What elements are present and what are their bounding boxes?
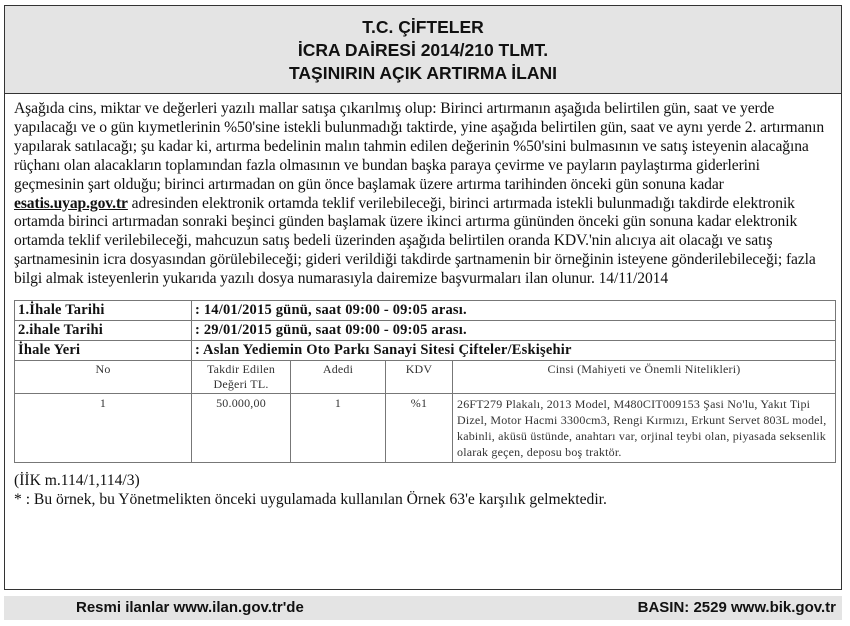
col-desc-header: Cinsi (Mahiyeti ve Önemli Nitelikleri) <box>453 361 836 394</box>
header-notice-title: TAŞINIRIN AÇIK ARTIRMA İLANI <box>289 63 557 83</box>
row-desc: 26FT279 Plakalı, 2013 Model, M480CIT009153 Şasi No'lu, Yakıt Tipi Dizel, Motor Hacmi 3300cm3, Rengi Kırmızı, Erkunt Servet 803L model, kabinli, aküsü üstünde, anahtarı var, orjinal teybi olan, piyasada seksenlik olarak geçen, deposu boş traktör. <box>453 394 836 463</box>
row-qty: 1 <box>291 394 386 463</box>
second-auction-value: : 29/01/2015 günü, saat 09:00 - 09:05 arası. <box>192 321 836 341</box>
official-ads-link[interactable]: Resmi ilanlar www.ilan.gov.tr'de <box>76 599 304 616</box>
second-auction-label: 2.ihale Tarihi <box>15 321 192 341</box>
header-office: T.C. ÇİFTELER <box>362 17 484 37</box>
second-auction-row <box>15 321 836 341</box>
publisher-bar <box>4 596 842 620</box>
auction-place-label: İhale Yeri <box>15 341 192 361</box>
auction-table <box>14 300 836 463</box>
notice-footer <box>5 463 841 509</box>
notice-frame <box>4 5 842 590</box>
table-row <box>15 394 836 463</box>
first-auction-value: : 14/01/2015 günü, saat 09:00 - 09:05 arası. <box>192 301 836 321</box>
notice-body <box>5 94 841 289</box>
body-text-part1: Aşağıda cins, miktar ve değerleri yazılı mallar satışa çıkarılmış olup: Birinci artırmanın aşağıda belirtilen gün, saat ve yerde yapılacağı ve o gün kıymetlerinin %50'sine istekli bulunmadığı taktirde, yine aşağıda belirtilen gün, saat ve aynı yerde 2. artırmanın yapılarak satılacağı; şu kadar ki, artırma bedelinin malın tahmin edilen değerinin %50'sini bulmasının ve satış isteyenin alacağına rüçhanı olan alacakların toplamından fazla olmasının ve bundan başka paraya çevirme ve payların paylaştırma giderlerini geçmesinin şart olduğu; birinci artırmadan on gün önce başlamak üzere artırma tarihinden önceki gün sonuna kadar <box>14 100 825 193</box>
col-value-header: Takdir Edilen Değeri TL. <box>192 361 291 394</box>
row-value: 50.000,00 <box>192 394 291 463</box>
col-kdv-header: KDV <box>386 361 453 394</box>
first-auction-row <box>15 301 836 321</box>
row-no: 1 <box>15 394 192 463</box>
col-qty-header: Adedi <box>291 361 386 394</box>
header-file-number: İCRA DAİRESİ 2014/210 TLMT. <box>297 40 549 60</box>
press-ad-code[interactable]: BASIN: 2529 www.bik.gov.tr <box>637 599 836 616</box>
auction-place-value: : Aslan Yediemin Oto Parkı Sanayi Sitesi Çifteler/Eskişehir <box>192 341 836 361</box>
row-kdv: %1 <box>386 394 453 463</box>
auction-place-row <box>15 341 836 361</box>
table-header-row <box>15 361 836 394</box>
col-no-header: No <box>15 361 192 394</box>
footnote: * : Bu örnek, bu Yönetmelikten önceki uygulamada kullanılan Örnek 63'e karşılık gelmektedir. <box>14 491 607 509</box>
notice-header <box>5 6 841 94</box>
first-auction-label: 1.İhale Tarihi <box>15 301 192 321</box>
law-reference: (İİK m.114/1,114/3) <box>14 472 140 490</box>
body-text-part2: adresinden elektronik ortamda teklif verilebileceği, birinci artırmada istekli bulunmadığı takdirde elektronik ortamda birinci artırmadan sonraki beşinci günden başlamak üzere ikinci artırma gününden önceki gün sonuna kadar elektronik ortamda teklif verilebileceği, mahcuzun satış bedeli üzerinden aşağıda belirtilen oranda KDV.'nin alıcıya ait olacağı ve satış şartnamesinin icra dosyasından görülebileceği; gideri verildiği takdirde şartnamenin bir örneğinin isteyene gönderilebileceği; fazla bilgi almak isteyenlerin yukarıda yazılı dosya numarasıyla dairemize başvurmaları ilan olunur. 14/11/2014 <box>14 194 816 288</box>
esatis-link[interactable]: esatis.uyap.gov.tr <box>14 194 128 212</box>
